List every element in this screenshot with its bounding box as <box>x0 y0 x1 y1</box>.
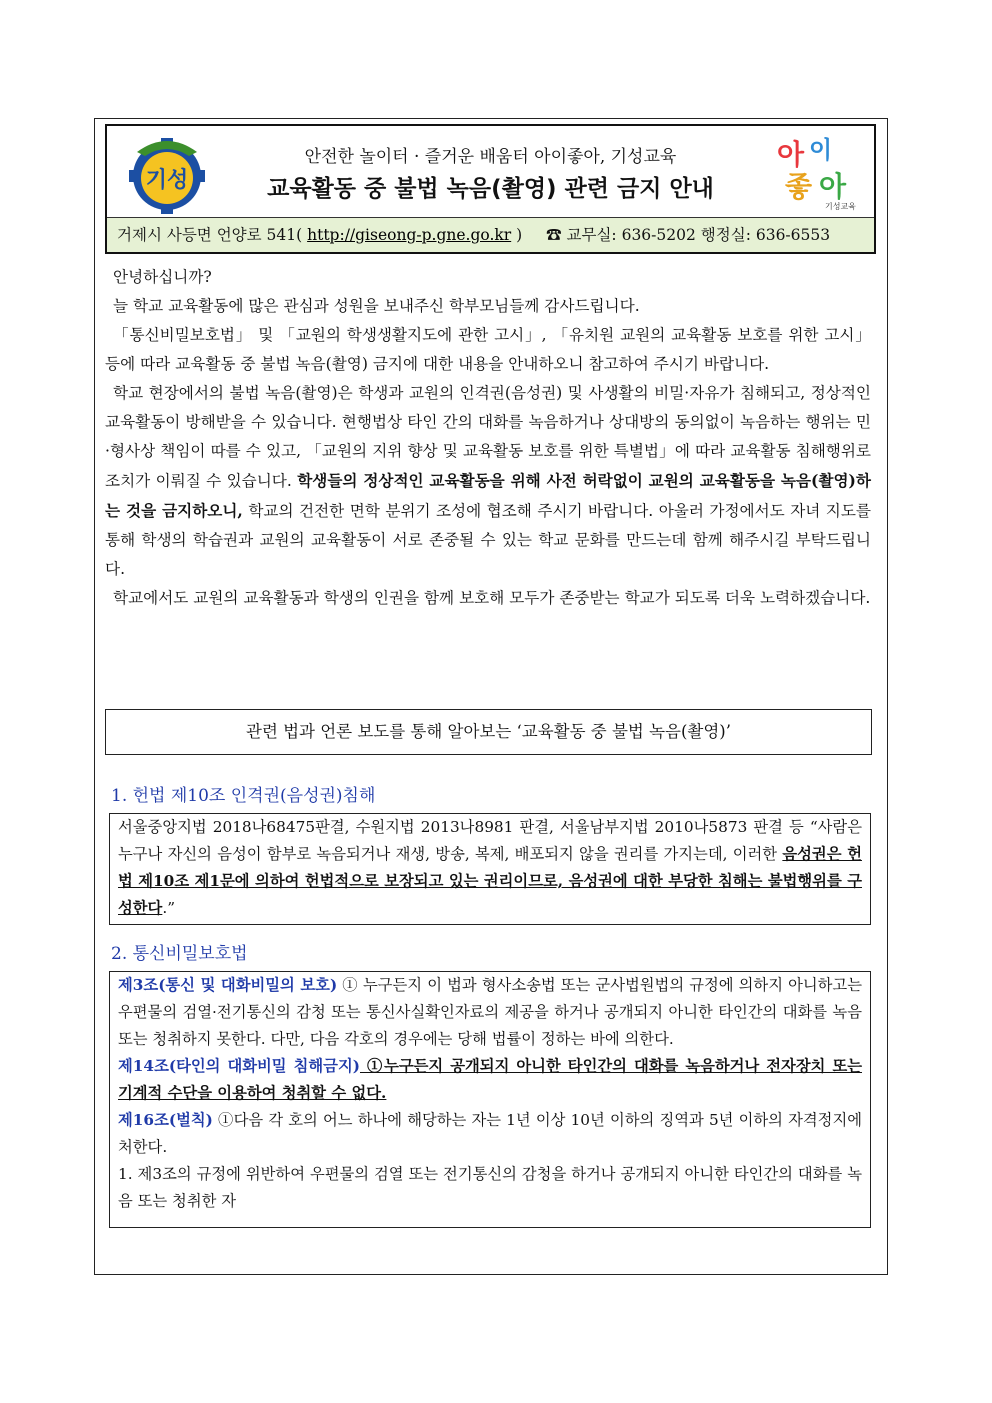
aijoa-logo-icon <box>775 132 865 212</box>
address-bar <box>107 217 874 252</box>
topic-box: 관련 법과 언론 보도를 통해 알아보는 ‘교육활동 중 불법 녹음(촬영)’ <box>105 709 872 755</box>
section-1-bold: 음성권은 헌법 제10조 제1문에 의하여 헌법적으로 보장되고 있는 권리이므로, 음성권에 대한 부당한 침해는 불법행위를 구성한다 <box>118 845 862 917</box>
article-3 <box>118 972 862 1053</box>
article-14-text: ①누구든지 공개되지 아니한 타인간의 대화를 녹음하거나 전자장치 또는 기계적 수단을 이용하여 청취할 수 없다. <box>118 1057 862 1102</box>
article-16-item-1: 1. 제3조의 규정에 위반하여 우편물의 검열 또는 전기통신의 감청을 하거나 공개되지 아니한 타인간의 대화를 녹음 또는 청취한 자 <box>118 1165 862 1210</box>
school-logo-text: 기성 <box>145 168 189 193</box>
section-1-end: .” <box>162 899 176 917</box>
paragraph-thanks: 늘 학교 교육활동에 많은 관심과 성원을 보내주신 학부모님들께 감사드립니다. <box>113 297 640 315</box>
article-16-text: ①다음 각 호의 어느 하나에 해당하는 자는 1년 이상 10년 이하의 징역과 5년 이하의 자격정지에 처한다. <box>118 1111 862 1156</box>
letter-header <box>105 124 876 254</box>
school-slogan: 안전한 놀이터 · 즐거운 배움터 아이좋아, 기성교육 <box>304 147 677 167</box>
paragraph-closing: 학교에서도 교원의 교육활동과 학생의 인권을 함께 보호해 모두가 존중받는 학교가 되도록 더욱 노력하겠습니다. <box>113 589 871 607</box>
greeting: 안녕하십니까? <box>113 268 212 286</box>
letter-body <box>105 263 871 613</box>
aijoa-logo-sub: 기성교육 <box>825 202 856 211</box>
paragraph-laws: 「통신비밀보호법」 및 「교원의 학생생활지도에 관한 고시」, 「유치원 교원의 교육활동 보호를 위한 고시」 등에 따라 교육활동 중 불법 녹음(촬영) 금지에 대한 내용을 안내하오니 참고하여 주시기 바랍니다. <box>105 326 871 373</box>
section-1-text: 서울중앙지법 2018나68475판결, 수원지법 2013나8981 판결, 서울남부지법 2010나5873 판결 등 “사람은 누구나 자신의 음성이 함부로 녹음되거나 재생, 방송, 복제, 배포되지 않을 권리를 가지는데, 이러한 <box>118 818 862 863</box>
document-page <box>94 118 888 1275</box>
svg-text:아: 아 <box>819 170 847 203</box>
paragraph-main-text-2: 학교의 건전한 면학 분위기 조성에 협조해 주시기 바랍니다. 아울러 가정에서도 자녀 지도를 통해 학생의 학습권과 교원의 교육활동이 서로 존중될 수 있는 학교 문화를 만드는데 함께 해주시길 부탁드립니다. <box>105 502 872 578</box>
section-1-box <box>109 813 871 925</box>
article-16-title: 제16조(벌칙) <box>118 1111 213 1129</box>
article-14-title: 제14조(타인의 대화비밀 침해금지) <box>118 1057 360 1075</box>
section-1-title: 1. 헌법 제10조 인격권(음성권)침해 <box>111 786 376 806</box>
article-3-text: ① 누구든지 이 법과 형사소송법 또는 군사법원법의 규정에 의하지 아니하고는 우편물의 검열·전기통신의 감청 또는 통신사실확인자료의 제공을 하거나 공개되지 아니한 타인간의 대화를 녹음 또는 청취하지 못한다. 다만, 다음 각호의 경우에는 당해 법률이 정하는 바에 의한다. <box>118 976 862 1048</box>
phone-text: 교무실: 636-5202 행정실: 636-6553 <box>566 226 831 244</box>
paragraph-main-text: 학교 현장에서의 불법 녹음(촬영)은 학생과 교원의 인격권(음성권) 및 사생활의 비밀·자유가 침해되고, 정상적인 교육활동이 방해받을 수 있습니다. 현행법상 타인 간의 대화를 녹음하거나 상대방의 동의없이 녹음하는 행위는 민·형사상 책임이 따를 수 있고, 「교원의 지위 향상 및 교육활동 보호를 위한 특별법」에 따라 교육활동 침해행위로 조치가 이뤄질 수 있습니다. <box>105 384 871 490</box>
address-close: ) <box>516 226 523 244</box>
svg-text:아: 아 <box>777 138 805 171</box>
paragraph-main <box>105 379 871 584</box>
school-website-link[interactable]: http://giseong-p.gne.go.kr <box>307 226 512 244</box>
section-2-title: 2. 통신비밀보호법 <box>111 944 248 964</box>
phone-icon: ☎ <box>546 226 562 244</box>
address-text: 거제시 사등면 언양로 541( <box>117 226 303 244</box>
page-title: 교육활동 중 불법 녹음(촬영) 관련 금지 안내 <box>267 176 714 202</box>
article-14 <box>118 1053 862 1107</box>
section-2-box <box>109 971 871 1228</box>
article-16 <box>118 1107 862 1161</box>
svg-text:이: 이 <box>809 136 833 164</box>
paragraph-main-bold: 학생들의 정상적인 교육활동을 위해 사전 허락없이 교원의 교육활동을 녹음(촬영)하는 것을 금지하오니, <box>105 471 871 520</box>
svg-text:좋: 좋 <box>785 170 813 203</box>
article-3-title: 제3조(통신 및 대화비밀의 보호) <box>118 976 338 994</box>
